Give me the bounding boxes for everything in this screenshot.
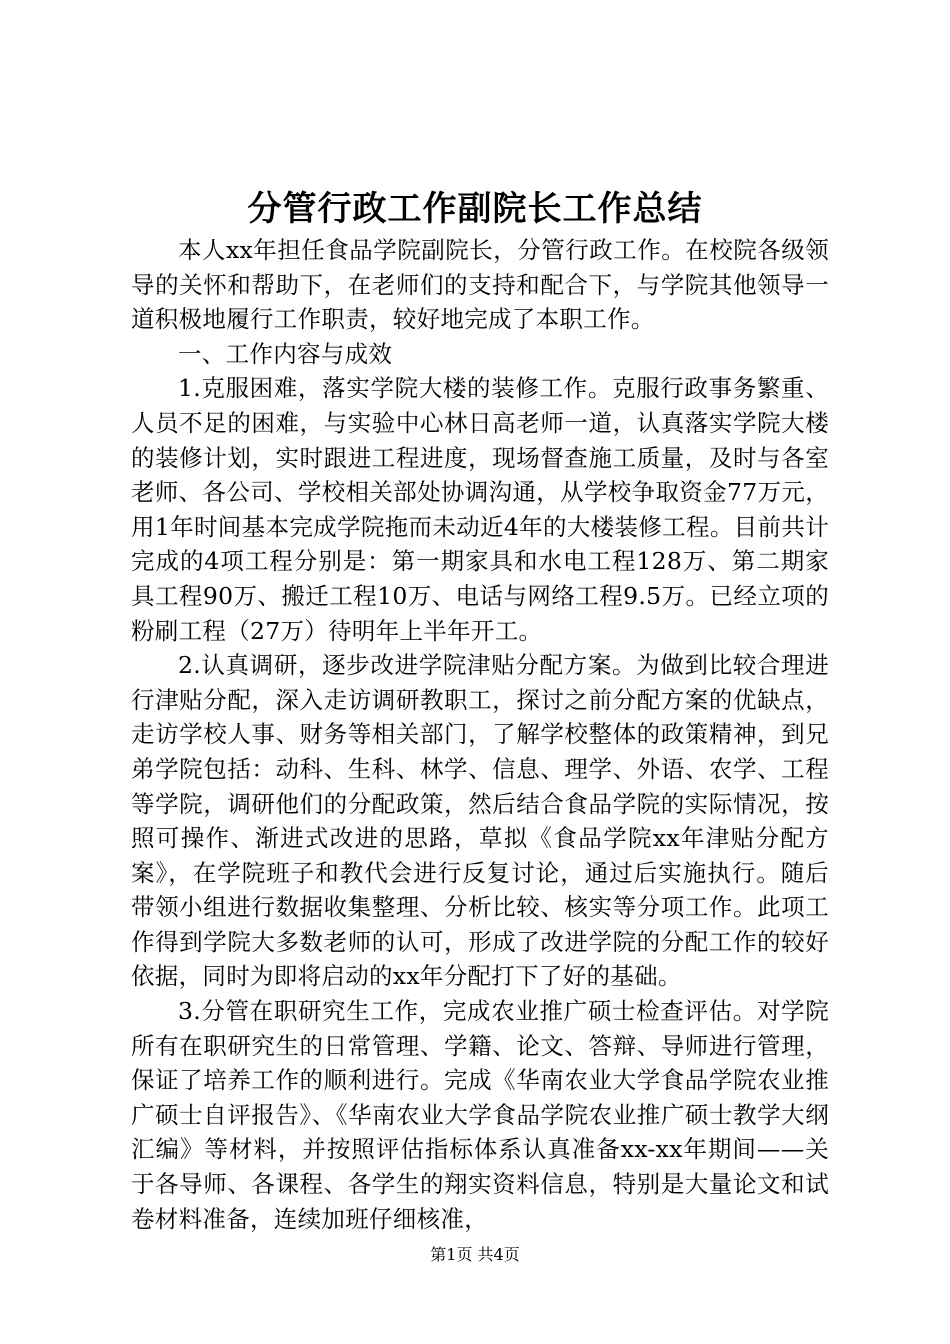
section-heading: 一、工作内容与成效 — [178, 339, 393, 368]
document-title: 分管行政工作副院长工作总结 — [247, 189, 703, 229]
page-number-footer: 第1页 共4页 — [430, 1245, 520, 1264]
item-3-paragraph: 3.分管在职研究生工作，完成农业推广硕士检查评估。对学院所有在职研究生的日常管理、学籍、论文、答辩、导师进行管理，保证了培养工作的顺利进行。完成《华南农业大学食品学院农业推广硕士自评报告》、《华南农业大学食品学院农业推广硕士教学大纲汇编》等材料，并按照评估指标体系认真准备xx-xx年期间——关于各导师、各课程、各学生的翔实资料信息，特别是大量论文和试卷材料准备，连续加班仔细核准， — [131, 997, 829, 1233]
item-2-paragraph: 2.认真调研，逐步改进学院津贴分配方案。为做到比较合理进行津贴分配，深入走访调研教职工，探讨之前分配方案的优缺点，走访学校人事、财务等相关部门，了解学校整体的政策精神，到兄弟学院包括：动科、生科、林学、信息、理学、外语、农学、工程等学院，调研他们的分配政策，然后结合食品学院的实际情况，按照可操作、渐进式改进的思路，草拟《食品学院xx年津贴分配方案》，在学院班子和教代会进行反复讨论，通过后实施执行。随后带领小组进行数据收集整理、分析比较、核实等分项工作。此项工作得到学院大多数老师的认可，形成了改进学院的分配工作的较好依据，同时为即将启动的xx年分配打下了好的基础。 — [131, 651, 829, 991]
intro-paragraph: 本人xx年担任食品学院副院长，分管行政工作。在校院各级领导的关怀和帮助下，在老师们的支持和配合下，与学院其他领导一道积极地履行工作职责，较好地完成了本职工作。 — [131, 236, 829, 334]
item-1-paragraph: 1.克服困难，落实学院大楼的装修工作。克服行政事务繁重、人员不足的困难，与实验中心林日高老师一道，认真落实学院大楼的装修计划，实时跟进工程进度，现场督查施工质量，及时与各室老师、各公司、学校相关部处协调沟通，从学校争取资金77万元，用1年时间基本完成学院拖而未动近4年的大楼装修工程。目前共计完成的4项工程分别是：第一期家具和水电工程128万、第二期家具工程90万、搬迁工程10万、电话与网络工程9.5万。已经立项的粉刷工程（27万）待明年上半年开工。 — [131, 374, 829, 645]
document-body — [131, 233, 829, 1236]
